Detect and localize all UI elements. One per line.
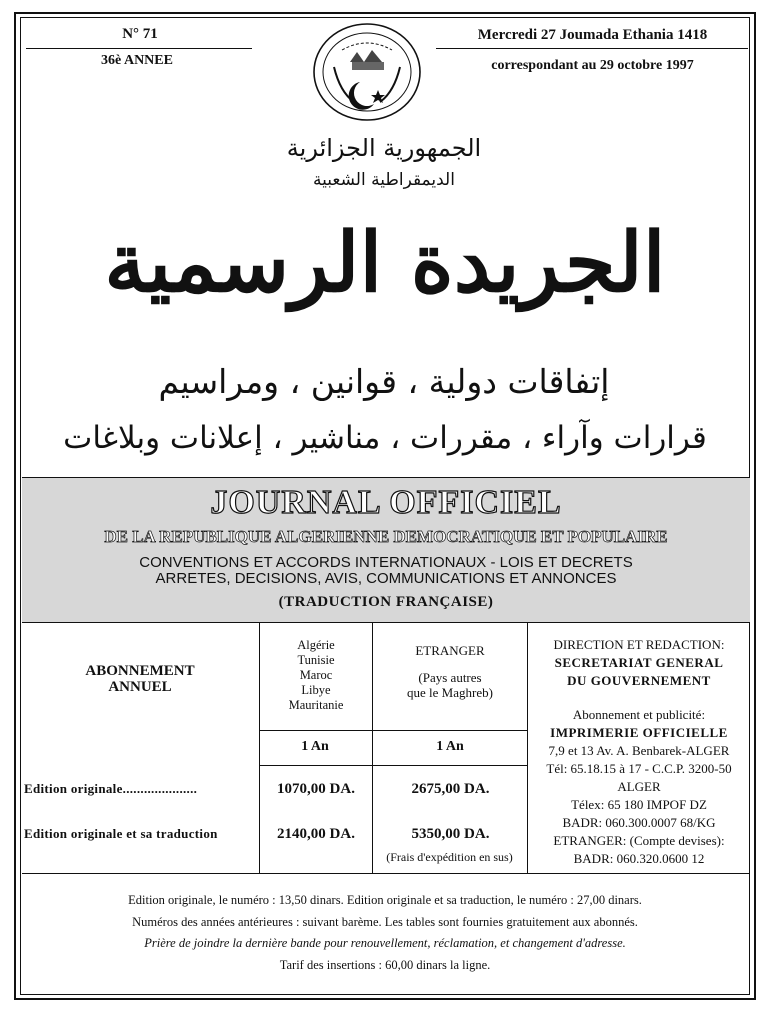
table-divider-2	[372, 623, 373, 873]
arabic-journal-title: الجريدة الرسمية	[104, 215, 666, 311]
state-seal-icon	[312, 22, 422, 122]
issue-date-hijri: Mercredi 27 Joumada Ethania 1418	[477, 27, 708, 43]
price-translation-local: 2140,00 DA.	[277, 826, 355, 842]
arabic-contents-line-2: قرارات وآراء ، مقررات ، مناشير ، إعلانات وبلاغات	[63, 420, 707, 456]
direction-contact-block	[530, 636, 748, 868]
direction-line: 7,9 et 13 Av. A. Benbarek-ALGER	[548, 743, 730, 758]
direction-line: Abonnement et publicité:	[572, 707, 706, 722]
foreign-label: ETRANGER	[415, 643, 485, 658]
footer-line: Prière de joindre la dernière bande pour renouvellement, réclamation, et changement d'adresse.	[144, 936, 626, 950]
arabic-contents-line-1: إتفاقات دولية ، قوانين ، ومراسيم	[158, 362, 610, 401]
country-item: Libye	[301, 683, 331, 697]
direction-line: BADR: 060.320.0600 12	[573, 851, 705, 866]
country-item: Tunisie	[297, 653, 335, 667]
price-original-local: 1070,00 DA.	[277, 781, 355, 797]
period-local: 1 An	[301, 739, 329, 754]
direction-line: BADR: 060.300.0007 68/KG	[562, 815, 716, 830]
subscription-heading-line-1: ABONNEMENT	[85, 663, 195, 679]
country-item: Mauritanie	[288, 698, 344, 712]
table-rule-bottom	[22, 873, 750, 874]
foreign-column-heading	[375, 643, 525, 700]
header-rule-left	[26, 48, 252, 49]
country-item: Maroc	[299, 668, 333, 682]
maghreb-countries-list	[262, 638, 370, 713]
contents-line-1: CONVENTIONS ET ACCORDS INTERNATIONAUX - LOIS ET DECRETS	[139, 554, 633, 571]
translation-note: (TRADUCTION FRANÇAISE)	[278, 594, 494, 610]
price-original-foreign: 2675,00 DA.	[411, 781, 490, 797]
direction-line: DIRECTION ET REDACTION:	[553, 637, 725, 652]
direction-line: Télex: 65 180 IMPOF DZ	[571, 797, 707, 812]
direction-line: IMPRIMERIE OFFICIELLE	[550, 725, 728, 740]
issue-date-gregorian: correspondant au 29 octobre 1997	[491, 58, 694, 73]
direction-line: ETRANGER: (Compte devises):	[553, 833, 725, 848]
row-label-translation: Edition originale et sa traduction	[24, 826, 218, 841]
foreign-note-line-2: que le Maghreb)	[407, 685, 493, 700]
foreign-note-line-1: (Pays autres	[418, 670, 482, 685]
footer-line: Tarif des insertions : 60,00 dinars la ligne.	[279, 957, 491, 972]
subscription-heading	[40, 663, 240, 695]
period-foreign: 1 An	[436, 739, 464, 754]
table-rule-period-top	[259, 730, 527, 731]
direction-line: Tél: 65.18.15 à 17 - C.C.P. 3200-50	[546, 761, 732, 776]
subscription-heading-line-2: ANNUEL	[108, 679, 172, 695]
table-divider-3	[527, 623, 528, 873]
republic-subtitle: DE LA REPUBLIQUE ALGERIENNE DEMOCRATIQUE ET POPULAIRE	[104, 527, 668, 546]
header-rule-right	[436, 48, 748, 49]
price-translation-foreign: 5350,00 DA.	[411, 826, 490, 842]
footer-line: Edition originale, le numéro : 13,50 dinars. Edition originale et sa traduction, le numéro : 27,00 dinars.	[128, 893, 642, 907]
arabic-republic-name: الجمهورية الجزائرية	[286, 134, 482, 162]
direction-line: ALGER	[617, 779, 661, 794]
issue-number: N° 71	[122, 26, 158, 42]
footer-notes	[26, 890, 744, 976]
contents-line-2: ARRETES, DECISIONS, AVIS, COMMUNICATIONS ET ANNONCES	[155, 570, 617, 587]
direction-line: DU GOUVERNEMENT	[567, 673, 711, 688]
direction-line: SECRETARIAT GENERAL	[554, 655, 724, 670]
arabic-republic-subtitle: الديمقراطية الشعبية	[313, 170, 455, 190]
journal-title: JOURNAL OFFICIEL	[210, 484, 562, 521]
contents-description	[22, 555, 750, 587]
country-item: Algérie	[297, 638, 335, 652]
row-label-original: Edition originale.....................	[24, 781, 198, 796]
footer-line: Numéros des années antérieures : suivant barème. Les tables sont fournies gratuitement aux abonnés.	[132, 914, 638, 929]
shipping-note: (Frais d'expédition en sus)	[386, 850, 513, 864]
table-rule-period-bottom	[259, 765, 527, 766]
issue-year: 36è ANNEE	[101, 53, 173, 68]
